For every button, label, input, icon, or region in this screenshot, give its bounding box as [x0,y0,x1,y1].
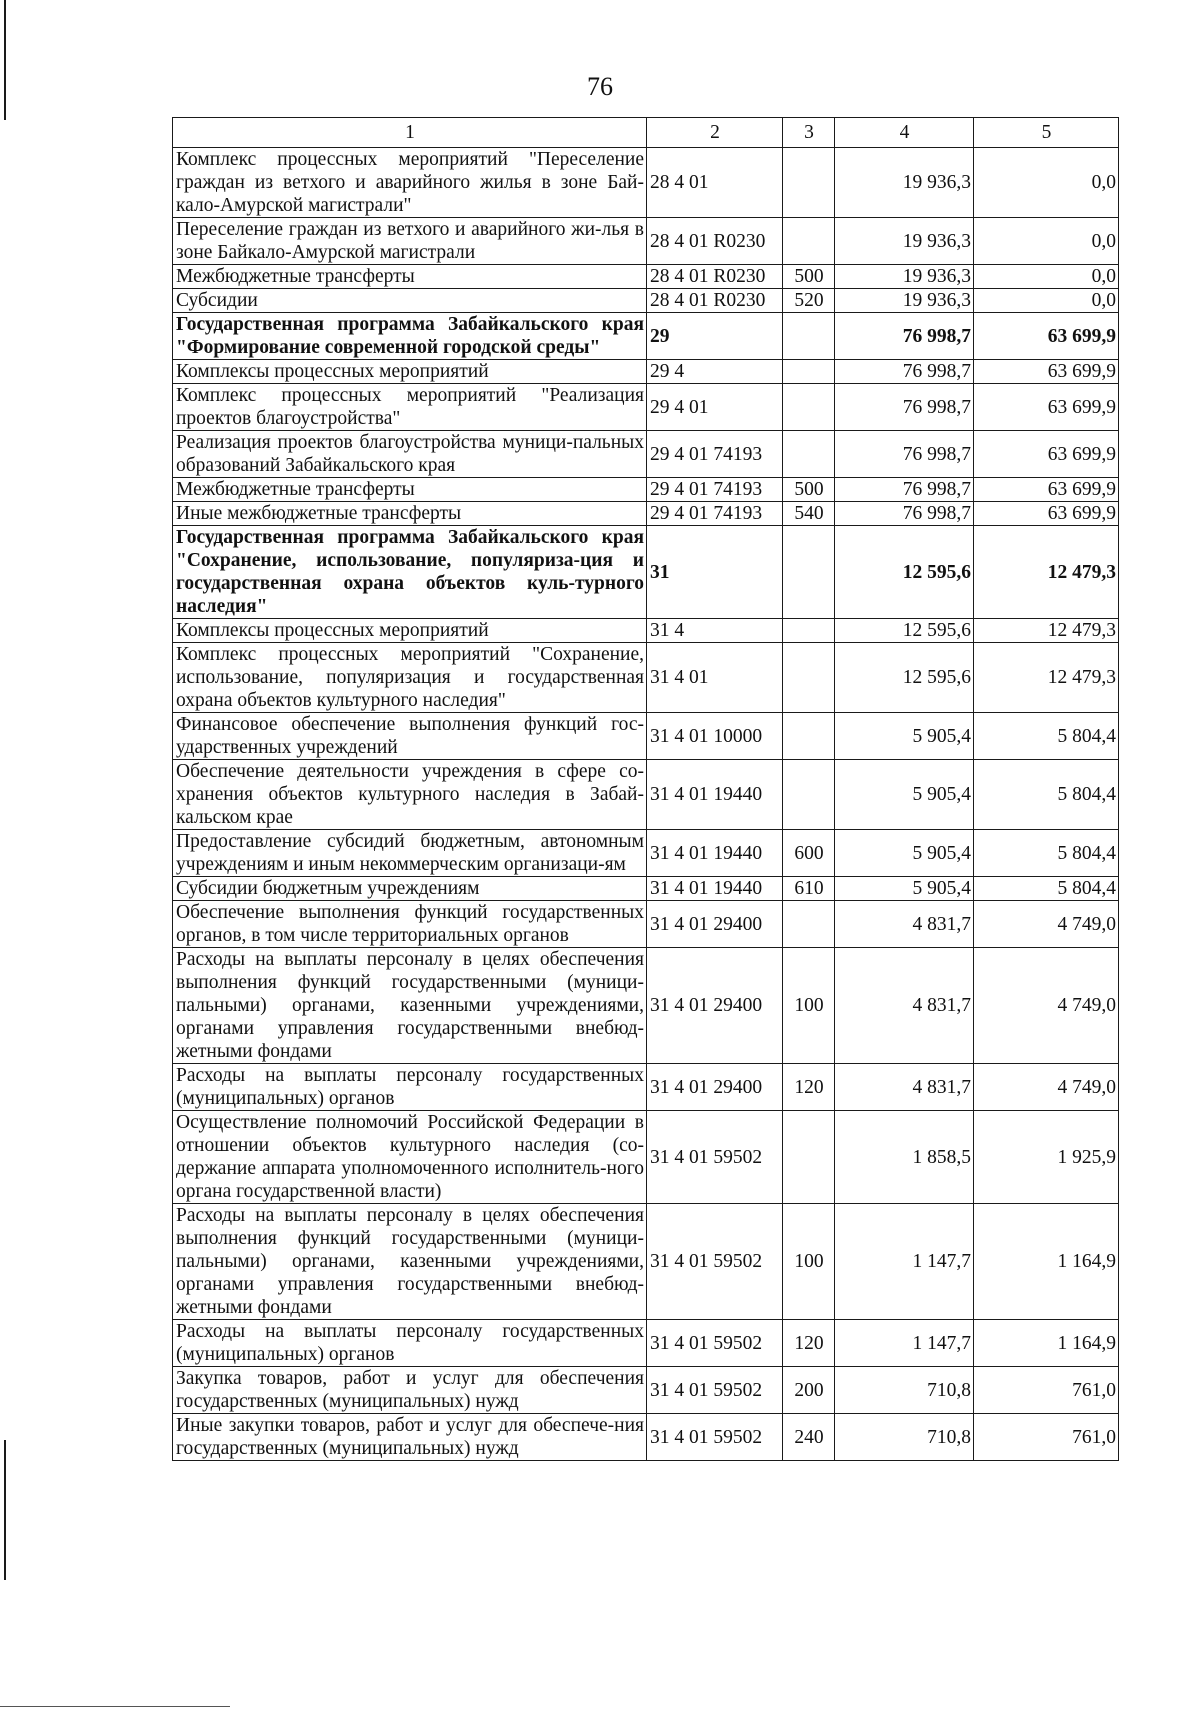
row-expense-type-cell: 120 [783,1320,835,1367]
row-amount-year1-cell: 19 936,3 [835,218,974,265]
row-code-cell: 28 4 01 [647,148,783,218]
row-name-cell: Осуществление полномочий Российской Федерации в отношении объектов культурного наследия (со-держание аппарата уполномоченного исполнитель-ного органа государственной власти) [173,1111,647,1204]
row-name-cell: Субсидии [173,289,647,313]
scan-edge-line [4,1440,6,1580]
row-code-cell: 29 4 [647,360,783,384]
row-amount-year2-cell: 5 804,4 [974,830,1119,877]
row-amount-year2-cell: 0,0 [974,218,1119,265]
row-amount-year2-cell: 1 164,9 [974,1204,1119,1320]
row-name-cell: Расходы на выплаты персоналу государственных (муниципальных) органов [173,1320,647,1367]
row-amount-year2-cell: 5 804,4 [974,760,1119,830]
row-expense-type-cell: 500 [783,265,835,289]
row-amount-year1-cell: 19 936,3 [835,289,974,313]
header-row [173,118,1119,148]
row-amount-year1-cell: 1 147,7 [835,1204,974,1320]
row-amount-year1-cell: 19 936,3 [835,265,974,289]
row-amount-year2-cell: 0,0 [974,265,1119,289]
row-code-cell: 31 4 01 29400 [647,901,783,948]
table-row [173,1111,1119,1204]
table-row [173,643,1119,713]
row-name-cell: Государственная программа Забайкальского края "Формирование современной городской среды" [173,313,647,360]
row-code-cell: 31 4 01 19440 [647,877,783,901]
row-amount-year2-cell: 63 699,9 [974,502,1119,526]
row-expense-type-cell [783,431,835,478]
row-name-cell: Субсидии бюджетным учреждениям [173,877,647,901]
table-body [173,148,1119,1461]
table-row [173,218,1119,265]
row-amount-year2-cell: 12 479,3 [974,526,1119,619]
scan-edge-line [4,0,6,120]
row-expense-type-cell [783,384,835,431]
row-name-cell: Иные межбюджетные трансферты [173,502,647,526]
row-amount-year2-cell: 0,0 [974,148,1119,218]
table-row [173,877,1119,901]
row-code-cell: 29 4 01 74193 [647,431,783,478]
table-row [173,289,1119,313]
row-name-cell: Комплексы процессных мероприятий [173,619,647,643]
table-row [173,478,1119,502]
row-name-cell: Реализация проектов благоустройства муници-пальных образований Забайкальского края [173,431,647,478]
page-number: 76 [587,72,613,101]
row-expense-type-cell: 100 [783,948,835,1064]
row-name-cell: Финансовое обеспечение выполнения функций гос-ударственных учреждений [173,713,647,760]
row-amount-year1-cell: 76 998,7 [835,431,974,478]
row-name-cell: Комплекс процессных мероприятий "Сохранение, использование, популяризация и государственная охрана объектов культурного наследия" [173,643,647,713]
row-amount-year2-cell: 4 749,0 [974,948,1119,1064]
table-row [173,431,1119,478]
row-code-cell: 31 4 01 59502 [647,1111,783,1204]
row-amount-year2-cell: 0,0 [974,289,1119,313]
column-header: 1 [173,118,647,148]
row-expense-type-cell [783,526,835,619]
table-row [173,901,1119,948]
row-code-cell: 31 4 01 19440 [647,760,783,830]
column-header: 5 [974,118,1119,148]
row-name-cell: Комплекс процессных мероприятий "Реализация проектов благоустройства" [173,384,647,431]
row-expense-type-cell [783,619,835,643]
table-row [173,1320,1119,1367]
row-amount-year2-cell: 5 804,4 [974,713,1119,760]
row-name-cell: Расходы на выплаты персоналу в целях обеспечения выполнения функций государственными (муници-пальными) органами, казенными учреждениями, органами управления государственными внебюд-жетными фондами [173,948,647,1064]
row-amount-year1-cell: 1 147,7 [835,1320,974,1367]
row-expense-type-cell [783,901,835,948]
table-row [173,360,1119,384]
table-row [173,502,1119,526]
row-name-cell: Предоставление субсидий бюджетным, автономным учреждениям и иным некоммерческим организаци-ям [173,830,647,877]
row-code-cell: 29 4 01 74193 [647,478,783,502]
row-code-cell: 31 [647,526,783,619]
row-expense-type-cell: 200 [783,1367,835,1414]
row-amount-year2-cell: 761,0 [974,1414,1119,1461]
table-row [173,1064,1119,1111]
row-expense-type-cell [783,713,835,760]
row-code-cell: 31 4 01 [647,643,783,713]
row-amount-year1-cell: 76 998,7 [835,360,974,384]
column-header: 4 [835,118,974,148]
row-expense-type-cell: 240 [783,1414,835,1461]
row-amount-year1-cell: 4 831,7 [835,1064,974,1111]
row-code-cell: 28 4 01 R0230 [647,289,783,313]
row-amount-year1-cell: 1 858,5 [835,1111,974,1204]
row-name-cell: Расходы на выплаты персоналу в целях обеспечения выполнения функций государственными (муници-пальными) органами, казенными учреждениями, органами управления государственными внебюд-жетными фондами [173,1204,647,1320]
table-row [173,948,1119,1064]
table-row [173,1414,1119,1461]
row-amount-year1-cell: 5 905,4 [835,760,974,830]
row-code-cell: 31 4 01 59502 [647,1414,783,1461]
row-code-cell: 31 4 01 29400 [647,1064,783,1111]
row-code-cell: 29 [647,313,783,360]
column-header: 2 [647,118,783,148]
row-expense-type-cell [783,360,835,384]
row-amount-year1-cell: 4 831,7 [835,948,974,1064]
table-row [173,313,1119,360]
row-amount-year1-cell: 76 998,7 [835,313,974,360]
table-row [173,265,1119,289]
row-name-cell: Иные закупки товаров, работ и услуг для обеспече-ния государственных (муниципальных) нужд [173,1414,647,1461]
table-row [173,830,1119,877]
row-expense-type-cell: 120 [783,1064,835,1111]
row-expense-type-cell: 100 [783,1204,835,1320]
row-name-cell: Межбюджетные трансферты [173,478,647,502]
row-code-cell: 31 4 01 19440 [647,830,783,877]
row-expense-type-cell [783,643,835,713]
table-row [173,384,1119,431]
table-row [173,1367,1119,1414]
row-amount-year2-cell: 12 479,3 [974,619,1119,643]
row-code-cell: 31 4 01 59502 [647,1367,783,1414]
row-amount-year2-cell: 4 749,0 [974,901,1119,948]
row-expense-type-cell: 610 [783,877,835,901]
row-code-cell: 29 4 01 [647,384,783,431]
row-amount-year2-cell: 63 699,9 [974,313,1119,360]
row-code-cell: 31 4 [647,619,783,643]
row-amount-year1-cell: 76 998,7 [835,384,974,431]
row-expense-type-cell: 500 [783,478,835,502]
row-amount-year1-cell: 5 905,4 [835,713,974,760]
row-expense-type-cell [783,760,835,830]
budget-table [172,117,1119,1461]
row-name-cell: Расходы на выплаты персоналу государственных (муниципальных) органов [173,1064,647,1111]
row-name-cell: Комплексы процессных мероприятий [173,360,647,384]
row-amount-year1-cell: 4 831,7 [835,901,974,948]
row-code-cell: 28 4 01 R0230 [647,265,783,289]
row-amount-year1-cell: 12 595,6 [835,526,974,619]
row-amount-year1-cell: 5 905,4 [835,877,974,901]
row-name-cell: Государственная программа Забайкальского края "Сохранение, использование, популяриза-ция и государственная охрана объектов куль-турного наследия" [173,526,647,619]
row-amount-year1-cell: 12 595,6 [835,643,974,713]
row-code-cell: 29 4 01 74193 [647,502,783,526]
row-amount-year2-cell: 63 699,9 [974,360,1119,384]
row-amount-year1-cell: 12 595,6 [835,619,974,643]
row-amount-year2-cell: 12 479,3 [974,643,1119,713]
row-code-cell: 31 4 01 59502 [647,1320,783,1367]
row-code-cell: 28 4 01 R0230 [647,218,783,265]
table-row [173,1204,1119,1320]
row-expense-type-cell: 540 [783,502,835,526]
row-amount-year2-cell: 761,0 [974,1367,1119,1414]
column-header: 3 [783,118,835,148]
row-expense-type-cell [783,1111,835,1204]
table-row [173,526,1119,619]
row-expense-type-cell: 520 [783,289,835,313]
row-code-cell: 31 4 01 59502 [647,1204,783,1320]
scan-edge-line [0,1706,230,1707]
row-amount-year1-cell: 19 936,3 [835,148,974,218]
row-name-cell: Комплекс процессных мероприятий "Переселение граждан из ветхого и аварийного жилья в зоне Бай-кало-Амурской магистрали" [173,148,647,218]
row-amount-year1-cell: 5 905,4 [835,830,974,877]
row-expense-type-cell: 600 [783,830,835,877]
row-amount-year2-cell: 4 749,0 [974,1064,1119,1111]
row-amount-year2-cell: 1 164,9 [974,1320,1119,1367]
row-amount-year2-cell: 63 699,9 [974,431,1119,478]
row-amount-year1-cell: 76 998,7 [835,478,974,502]
row-name-cell: Переселение граждан из ветхого и аварийного жи-лья в зоне Байкало-Амурской магистрали [173,218,647,265]
table-row [173,760,1119,830]
table-row [173,148,1119,218]
row-expense-type-cell [783,313,835,360]
row-amount-year1-cell: 76 998,7 [835,502,974,526]
row-name-cell: Межбюджетные трансферты [173,265,647,289]
row-amount-year2-cell: 63 699,9 [974,478,1119,502]
row-amount-year2-cell: 63 699,9 [974,384,1119,431]
row-name-cell: Обеспечение деятельности учреждения в сфере со-хранения объектов культурного наследия в Забай-кальском крае [173,760,647,830]
row-amount-year2-cell: 1 925,9 [974,1111,1119,1204]
row-code-cell: 31 4 01 29400 [647,948,783,1064]
row-amount-year2-cell: 5 804,4 [974,877,1119,901]
row-name-cell: Обеспечение выполнения функций государственных органов, в том числе территориальных органов [173,901,647,948]
table-row [173,619,1119,643]
row-code-cell: 31 4 01 10000 [647,713,783,760]
row-expense-type-cell [783,218,835,265]
row-name-cell: Закупка товаров, работ и услуг для обеспечения государственных (муниципальных) нужд [173,1367,647,1414]
table-row [173,713,1119,760]
row-amount-year1-cell: 710,8 [835,1414,974,1461]
row-expense-type-cell [783,148,835,218]
row-amount-year1-cell: 710,8 [835,1367,974,1414]
